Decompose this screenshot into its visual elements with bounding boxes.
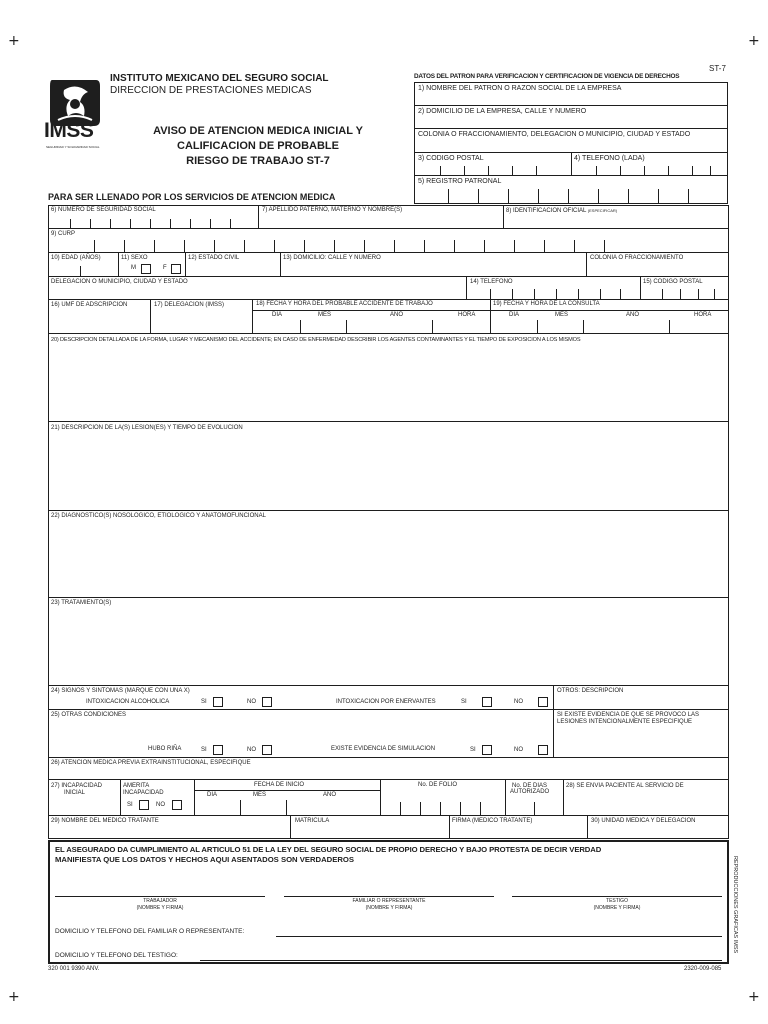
institute-name: INSTITUTO MEXICANO DEL SEGURO SOCIAL [110, 73, 329, 84]
marital-status-field[interactable]: 12) ESTADO CIVIL [188, 255, 240, 261]
curp-field[interactable]: 9) CURP [51, 231, 76, 237]
accident-description-field[interactable]: 20) DESCRIPCION DETALLADA DE LA FORMA, LUGAR Y MECANISMO DEL ACCIDENTE; EN CASO DE ENFERMEDAD DESCRIBIR LOS AGENTES CONTAMINANTES Y EL TIEMPO DE EXPOSICION A LOS MISMOS [51, 337, 581, 343]
print-credit: REPRODUCCIONES GRAFICAS IMSS [732, 856, 738, 954]
official-id-field[interactable]: 8) IDENTIFICACION OFICIAL (ESPECIFICAR) [506, 208, 618, 214]
witness-signature-line[interactable] [512, 896, 722, 897]
form-title-line1: AVISO DE ATENCION MEDICA INICIAL Y [153, 125, 363, 137]
signs-symptoms-label: 24) SIGNOS Y SINTOMAS (MARQUE CON UNA X) [51, 688, 190, 694]
accident-day-label: DIA [272, 312, 283, 318]
employer-colonia-field[interactable]: COLONIA O FRACCIONAMIENTO, DELEGACION O MUNICIPIO, CIUDAD Y ESTADO [418, 131, 691, 138]
simulation-no-label: NO [514, 747, 523, 753]
form-title-line2: CALIFICACION DE PROBABLE [177, 140, 339, 152]
sex-label: 11) SEXO [121, 255, 148, 261]
witness-label: TESTIGO [606, 898, 628, 904]
intentional-evidence-line1: SI EXISTE EVIDENCIA DE QUE SE PROVOCO LAS [557, 712, 700, 718]
employer-address-field[interactable]: 2) DOMICILIO DE LA EMPRESA, CALLE Y NUMERO [418, 108, 587, 115]
social-security-number-field[interactable]: 6) NUMERO DE SEGURIDAD SOCIAL [51, 207, 156, 213]
employer-name-field[interactable]: 1) NOMBRE DEL PATRON O RAZON SOCIAL DE LA EMPRESA [418, 85, 622, 92]
diagnosis-field[interactable]: 22) DIAGNOSTICO(S) NOSOLOGICO, ETIOLOGICO Y ANATOMOFUNCIONAL [51, 513, 266, 519]
incapacity-si-checkbox[interactable] [139, 800, 149, 810]
initial-incapacity-label-2: INICIAL [64, 790, 86, 796]
imss-logo [46, 76, 104, 156]
imss-eagle-icon [46, 76, 104, 156]
patient-phone-field[interactable]: 14) TELEFONO [470, 279, 513, 285]
consult-hour-label: HORA [694, 312, 712, 318]
sex-f-label: F [163, 265, 167, 271]
simulation-label: EXISTE EVIDENCIA DE SIMULACION [331, 746, 436, 752]
prior-care-field[interactable]: 26) ATENCION MEDICA PREVIA EXTRAINSTITUCIONAL, ESPECIFIQUE [51, 760, 251, 766]
alcohol-no-checkbox[interactable] [262, 697, 272, 707]
accident-month-label: MES [318, 312, 332, 318]
drug-no-checkbox[interactable] [538, 697, 548, 707]
merits-incapacity-label-2: INCAPACIDAD [123, 790, 164, 796]
simulation-no-checkbox[interactable] [538, 745, 548, 755]
patient-municipality-field[interactable]: DELEGACION O MUNICIPIO, CIUDAD Y ESTADO [51, 279, 188, 285]
employer-postal-code-field[interactable]: 3) CODIGO POSTAL [418, 155, 484, 162]
fight-si-checkbox[interactable] [213, 745, 223, 755]
incapacity-no-checkbox[interactable] [172, 800, 182, 810]
alcohol-no-label: NO [247, 699, 256, 705]
other-conditions-label: 25) OTRAS CONDICIONES [51, 712, 127, 718]
form-code: ST-7 [709, 64, 726, 73]
consult-year-label: AÑO [626, 312, 640, 318]
start-month-label: MES [253, 792, 267, 798]
employer-registration-field[interactable]: 5) REGISTRO PATRONAL [418, 178, 502, 185]
registration-mark-bottom-left: + [8, 989, 20, 1005]
fight-si-label: SI [201, 747, 207, 753]
age-field[interactable]: 10) EDAD (AÑOS) [51, 255, 101, 261]
physician-name-field[interactable]: 29) NOMBRE DEL MEDICO TRATANTE [51, 818, 159, 824]
representative-label: FAMILIAR O REPRESENTANTE [352, 898, 426, 904]
logo-tagline: SEGURIDAD Y SOLIDARIDAD SOCIAL [46, 145, 100, 149]
drug-si-checkbox[interactable] [482, 697, 492, 707]
sex-m-checkbox[interactable] [141, 264, 151, 274]
accident-datetime-label: 18) FECHA Y HORA DEL PROBABLE ACCIDENTE DE TRABAJO [256, 301, 433, 307]
folio-field[interactable]: No. DE FOLIO [418, 782, 458, 788]
start-day-label: DIA [207, 792, 218, 798]
form-title-line3: RIESGO DE TRABAJO ST-7 [186, 155, 330, 167]
logo-text: IMSS [44, 119, 94, 142]
medical-unit-field[interactable]: 30) UNIDAD MEDICA Y DELEGACION [591, 818, 696, 824]
representative-name-signature-label: (NOMBRE Y FIRMA) [365, 905, 413, 911]
authorized-days-label-2: AUTORIZADO [510, 789, 550, 795]
form-catalog-code: 2320-009-085 [684, 966, 722, 972]
worker-signature-line[interactable] [55, 896, 265, 897]
start-date-label: FECHA DE INICIO [254, 782, 305, 788]
simulation-si-checkbox[interactable] [482, 745, 492, 755]
section-title: PARA SER LLENADO POR LOS SERVICIOS DE ATENCION MEDICA [48, 192, 336, 202]
incapacity-no-label: NO [156, 802, 165, 808]
direction-name: DIRECCION DE PRESTACIONES MEDICAS [110, 85, 312, 96]
worker-label: TRABAJADOR [143, 898, 177, 904]
patient-address-field[interactable]: 13) DOMICILIO: CALLE Y NUMERO [283, 255, 381, 261]
injury-description-field[interactable]: 21) DESCRIPCION DE LA(S) LESION(ES) Y TIEMPO DE EVOLUCION [51, 425, 243, 431]
representative-address-label: DOMICILIO Y TELEFONO DEL FAMILIAR O REPRESENTANTE: [55, 928, 245, 935]
consultation-datetime-label: 19) FECHA Y HORA DE LA CONSULTA [493, 301, 600, 307]
registration-mark-top-left: + [8, 33, 20, 49]
representative-signature-line[interactable] [284, 896, 494, 897]
physician-id-field[interactable]: MATRICULA [295, 818, 330, 824]
employer-phone-field[interactable]: 4) TELEFONO (LADA) [574, 155, 645, 162]
alcohol-si-label: SI [201, 699, 207, 705]
imss-delegation-field[interactable]: 17) DELEGACION (IMSS) [154, 302, 225, 308]
patient-postal-code-field[interactable]: 15) CODIGO POSTAL [643, 279, 703, 285]
simulation-si-label: SI [470, 747, 476, 753]
fight-no-label: NO [247, 747, 256, 753]
accident-year-label: AÑO [390, 312, 404, 318]
registration-mark-bottom-right: + [748, 989, 760, 1005]
registration-mark-top-right: + [748, 33, 760, 49]
representative-address-line[interactable] [276, 936, 722, 937]
alcohol-si-checkbox[interactable] [213, 697, 223, 707]
start-year-label: AÑO [323, 792, 337, 798]
witness-address-line[interactable] [200, 960, 722, 961]
drug-no-label: NO [514, 699, 523, 705]
alcohol-intoxication-label: INTOXICACION ALCOHOLICA [86, 699, 170, 705]
incapacity-si-label: SI [127, 802, 133, 808]
declaration-line1: EL ASEGURADO DA CUMPLIMIENTO AL ARTICULO 51 DE LA LEY DEL SEGURO SOCIAL DE PROPIO DERECHO Y BAJO PROTESTA DE DECIR VERDAD [55, 845, 602, 854]
merits-incapacity-label-1: AMERITA [123, 783, 150, 789]
accident-hour-label: HORA [458, 312, 476, 318]
fight-label: HUBO RIÑA [148, 746, 182, 752]
employer-heading: DATOS DEL PATRON PARA VERIFICACION Y CERTIFICACION DE VIGENCIA DE DERECHOS [414, 73, 680, 80]
drug-intoxication-label: INTOXICACION POR ENERVANTES [336, 699, 436, 705]
authorized-days-label-1: No. DE DIAS [512, 783, 548, 789]
declaration-line2: MANIFIESTA QUE LOS DATOS Y HECHOS AQUI ASENTADOS SON VERDADEROS [55, 855, 354, 864]
referral-service-field[interactable]: 28) SE ENVIA PACIENTE AL SERVICIO DE [566, 783, 684, 789]
sex-f-checkbox[interactable] [171, 264, 181, 274]
physician-signature-field[interactable]: FIRMA (MEDICO TRATANTE) [452, 818, 533, 824]
patient-colonia-field[interactable]: COLONIA O FRACCIONAMIENTO [590, 255, 684, 261]
witness-address-label: DOMICILIO Y TELEFONO DEL TESTIGO: [55, 952, 178, 959]
intentional-evidence-line2[interactable]: LESIONES INTENCIONALMENTE ESPECIFIQUE [557, 719, 693, 725]
worker-name-signature-label: (NOMBRE Y FIRMA) [136, 905, 184, 911]
sex-m-label: M [131, 265, 136, 271]
full-name-field[interactable]: 7) APELLIDO PATERNO, MATERNO Y NOMBRE(S) [262, 207, 403, 213]
drug-si-label: SI [461, 699, 467, 705]
consult-day-label: DIA [509, 312, 520, 318]
treatment-field[interactable]: 23) TRATAMIENTO(S) [51, 600, 112, 606]
umf-field[interactable]: 16) UMF DE ADSCRIPCION [51, 302, 128, 308]
other-description-field[interactable]: OTROS: DESCRIPCION [557, 688, 624, 694]
witness-name-signature-label: (NOMBRE Y FIRMA) [593, 905, 641, 911]
form-number: 320 001 9390 ANV. [48, 966, 100, 972]
initial-incapacity-label-1: 27) INCAPACIDAD [51, 783, 102, 789]
consult-month-label: MES [555, 312, 569, 318]
fight-no-checkbox[interactable] [262, 745, 272, 755]
